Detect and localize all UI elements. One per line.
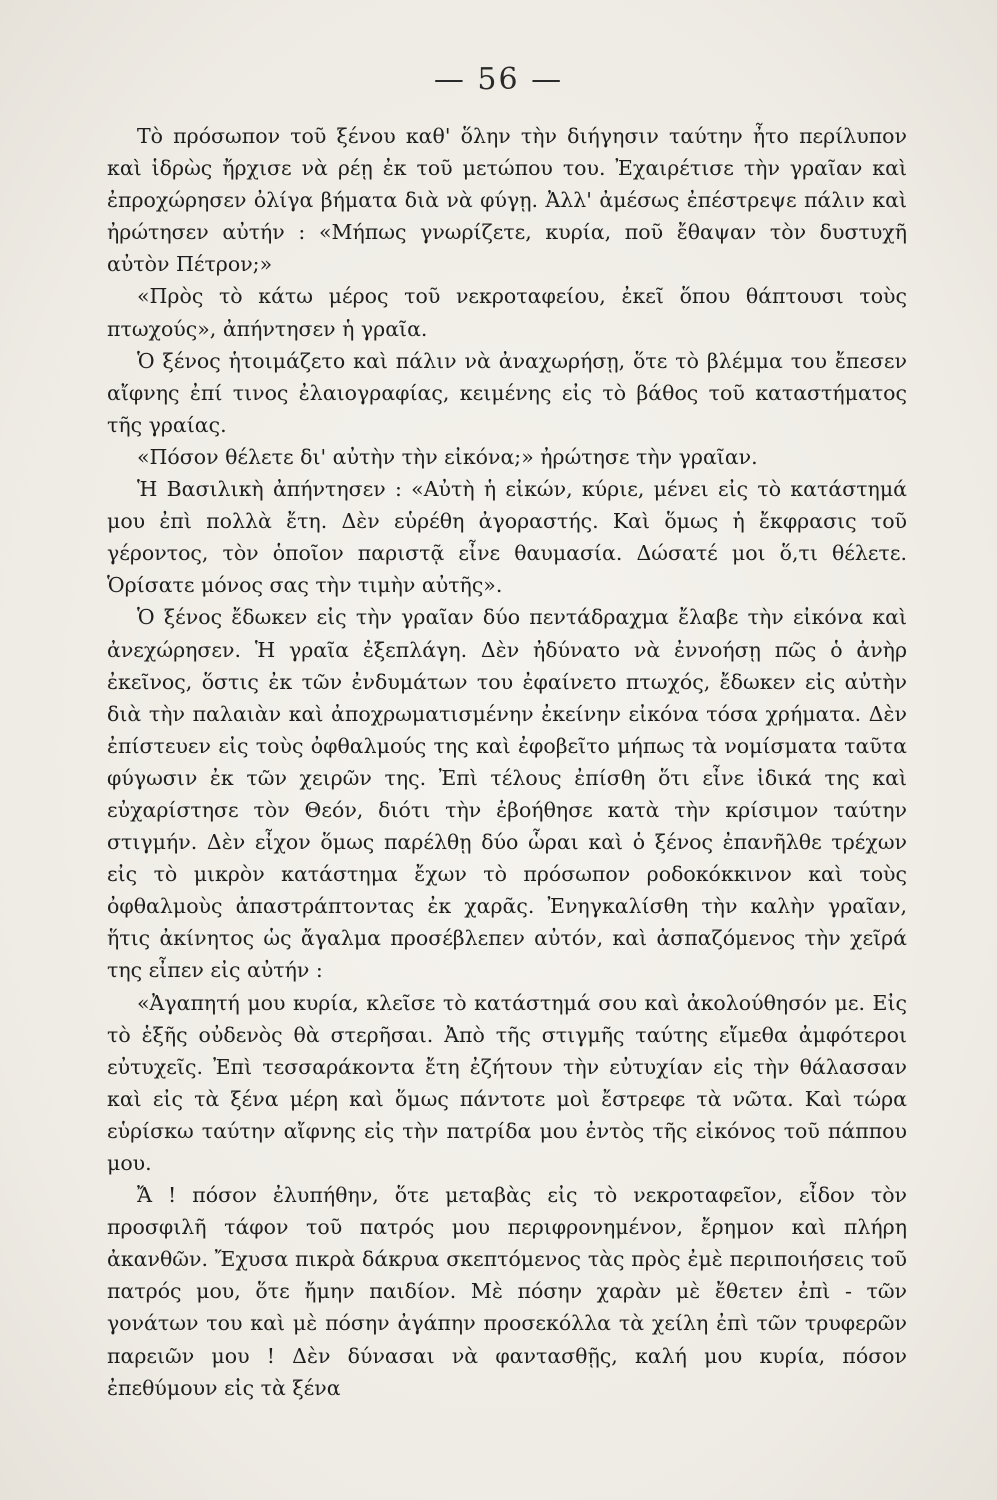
paragraph: Ἄ ! πόσον ἐλυπήθην, ὅτε μεταβὰς εἰς τὸ νεκροταφεῖον, εἶδον τὸν προσφιλῆ τάφον τοῦ πατρός μου περιφρονημένον, ἔρημον καὶ πλήρη ἀκανθῶν. Ἔχυσα πικρὰ δάκρυα σκεπτόμενος τὰς πρὸς ἐμὲ περιποιήσεις τοῦ πατρός μου, ὅτε ἤμην παιδίον. Μὲ πόσην χαρὰν μὲ ἔθετεν ἐπὶ - τῶν γονάτων του καὶ μὲ πόσην ἀγάπην προσεκόλλα τὰ χείλη ἐπὶ τῶν τρυφερῶν παρειῶν μου ! Δὲν δύνασαι νὰ φαντασθῇς, καλή μου κυρία, πόσον ἐπεθύμουν εἰς τὰ ξένα	[107, 1183, 907, 1400]
paragraph: Ἡ Βασιλικὴ ἀπήντησεν : «Αὐτὴ ἡ εἰκών, κύριε, μένει εἰς τὸ κατάστημά μου ἐπὶ πολλὰ ἔτη. Δὲν εὑρέθη ἀγοραστής. Καὶ ὅμως ἡ ἔκφρασις τοῦ γέροντος, τὸν ὁποῖον παριστᾷ εἶνε θαυμασία. Δώσατέ μοι ὅ,τι θέλετε. Ὁρίσατε μόνος σας τὴν τιμὴν αὐτῆς».	[107, 477, 907, 598]
paragraph: «Πρὸς τὸ κάτω μέρος τοῦ νεκροταφείου, ἐκεῖ ὅπου θάπτουσι τοὺς πτωχούς», ἀπήντησεν ἡ γραῖα.	[107, 284, 907, 341]
paragraph: «Ἀγαπητή μου κυρία, κλεῖσε τὸ κατάστημά σου καὶ ἀκολούθησόν με. Εἰς τὸ ἑξῆς οὐδενὸς θὰ στερῆσαι. Ἀπὸ τῆς στιγμῆς ταύτης εἴμεθα ἀμφότεροι εὐτυχεῖς. Ἐπὶ τεσσαράκοντα ἔτη ἐζήτουν τὴν εὐτυχίαν εἰς τὴν θάλασσαν καὶ εἰς τὰ ξένα μέρη καὶ ὅμως πάντοτε μοὶ ἔστρεφε τὰ νῶτα. Καὶ τώρα εὑρίσκω ταύτην αἴφνης εἰς τὴν πατρίδα μου ἐντὸς τῆς εἰκόνος τοῦ πάππου μου.	[107, 990, 907, 1175]
paragraph: Τὸ πρόσωπον τοῦ ξένου καθ' ὅλην τὴν διήγησιν ταύτην ἦτο περίλυπον καὶ ἱδρὼς ἤρχισε νὰ ρέῃ ἐκ τοῦ μετώπου του. Ἐχαιρέτισε τὴν γραῖαν καὶ ἐπροχώρησεν ὀλίγα βήματα διὰ νὰ φύγῃ. Ἀλλ' ἀμέσως ἐπέστρεψε πάλιν καὶ ἠρώτησεν αὐτήν : «Μήπως γνωρίζετε, κυρία, ποῦ ἔθαψαν τὸν δυστυχῆ αὐτὸν Πέτρον;»	[107, 124, 907, 277]
paragraph: Ὁ ξένος ἔδωκεν εἰς τὴν γραῖαν δύο πεντάδραχμα ἔλαβε τὴν εἰκόνα καὶ ἀνεχώρησεν. Ἡ γραῖα ἐξεπλάγη. Δὲν ἠδύνατο νὰ ἐννοήσῃ πῶς ὁ ἀνὴρ ἐκεῖνος, ὅστις ἐκ τῶν ἐνδυμάτων του ἐφαίνετο πτωχός, ἔδωκεν εἰς αὐτὴν διὰ τὴν παλαιὰν καὶ ἀποχρωματισμένην ἐκείνην εἰκόνα τόσα χρήματα. Δὲν ἐπίστευεν εἰς τοὺς ὀφθαλμούς της καὶ ἐφοβεῖτο μήπως τὰ νομίσματα ταῦτα φύγωσιν ἐκ τῶν χειρῶν της. Ἐπὶ τέλους ἐπίσθη ὅτι εἶνε ἰδικά της καὶ εὐχαρίστησε τὸν Θεόν, διότι τὴν ἐβοήθησε κατὰ τὴν κρίσιμον ταύτην στιγμήν. Δὲν εἶχον ὅμως παρέλθῃ δύο ὧραι καὶ ὁ ξένος ἐπανῆλθε τρέχων εἰς τὸ μικρὸν κατάστημα ἔχων τὸ πρόσωπον ροδοκόκκινον καὶ τοὺς ὀφθαλμοὺς ἀπαστράπτοντας ἐκ χαρᾶς. Ἐνηγκαλίσθη τὴν καλὴν γραῖαν, ἥτις ἀκίνητος ὡς ἄγαλμα προσέβλεπεν αὐτόν, καὶ ἀσπαζόμενος τὴν χεῖρά της εἶπεν εἰς αὐτήν :	[107, 605, 907, 983]
page-number: — 56 —	[433, 62, 564, 97]
paragraph: «Πόσον θέλετε δι' αὐτὴν τὴν εἰκόνα;» ἠρώτησε τὴν γραῖαν.	[137, 444, 758, 469]
paragraph: Ὁ ξένος ἡτοιμάζετο καὶ πάλιν νὰ ἀναχωρήσῃ, ὅτε τὸ βλέμμα του ἔπεσεν αἴφνης ἐπί τινος ἐλαιογραφίας, κειμένης εἰς τὸ βάθος τοῦ καταστήματος τῆς γραίας.	[107, 348, 907, 437]
body-text	[107, 120, 907, 1404]
